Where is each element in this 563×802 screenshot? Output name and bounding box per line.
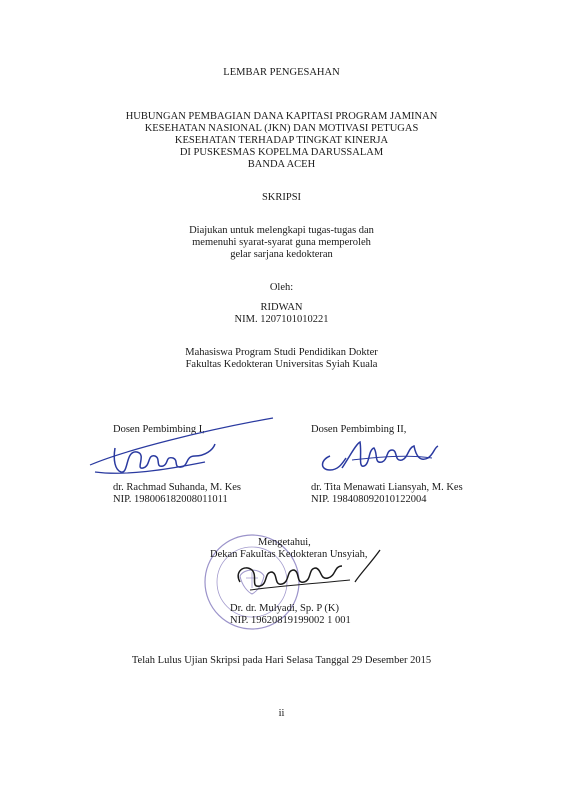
supervisor-1-role: Dosen Pembimbing I,: [113, 424, 205, 435]
dean-signature: [220, 540, 370, 600]
dean-acknowledged: Mengetahui,: [258, 537, 311, 548]
supervisor-2-name: dr. Tita Menawati Liansyah, M. Kes: [311, 482, 463, 493]
thesis-title-line: BANDA ACEH: [247, 159, 316, 170]
page-number: ii: [278, 708, 285, 719]
supervisor-1-signature: [85, 410, 275, 480]
thesis-title-line: DI PUSKESMAS KOPELMA DARUSSALAM: [179, 147, 384, 158]
thesis-title-line: KESEHATAN NASIONAL (JKN) DAN MOTIVASI PETUGAS: [144, 123, 419, 134]
document-type: SKRIPSI: [261, 192, 302, 203]
supervisor-1-name: dr. Rachmad Suhanda, M. Kes: [113, 482, 242, 493]
supervisor-2-signature: [312, 434, 452, 484]
supervisor-2-role: Dosen Pembimbing II,: [311, 424, 407, 435]
affiliation-line: Fakultas Kedokteran Universitas Syiah Kuala: [185, 359, 378, 370]
author-nim: NIM. 1207101010221: [234, 314, 329, 325]
supervisor-2-nip: NIP. 198408092010122004: [311, 494, 427, 505]
supervisor-1-nip: NIP. 198006182008011011: [113, 494, 228, 505]
graduation-note: Telah Lulus Ujian Skripsi pada Hari Selasa Tanggal 29 Desember 2015: [131, 655, 432, 666]
dean-name: Dr. dr. Mulyadi, Sp. P (K): [230, 603, 339, 614]
purpose-line: memenuhi syarat-syarat guna memperoleh: [192, 237, 371, 248]
purpose-line: gelar sarjana kedokteran: [230, 249, 333, 260]
dean-nip: NIP. 19620819199002 1 001: [230, 615, 351, 626]
thesis-title-line: HUBUNGAN PEMBAGIAN DANA KAPITASI PROGRAM JAMINAN: [125, 111, 438, 122]
thesis-title-line: KESEHATAN TERHADAP TINGKAT KINERJA: [174, 135, 389, 146]
author-name: RIDWAN: [260, 302, 303, 313]
dean-title: Dekan Fakultas Kedokteran Unsyiah,: [210, 549, 368, 560]
purpose-line: Diajukan untuk melengkapi tugas-tugas dan: [189, 225, 374, 236]
affiliation-line: Mahasiswa Program Studi Pendidikan Dokter: [185, 347, 378, 358]
page-title: LEMBAR PENGESAHAN: [223, 67, 340, 78]
by-label: Oleh:: [269, 282, 294, 293]
